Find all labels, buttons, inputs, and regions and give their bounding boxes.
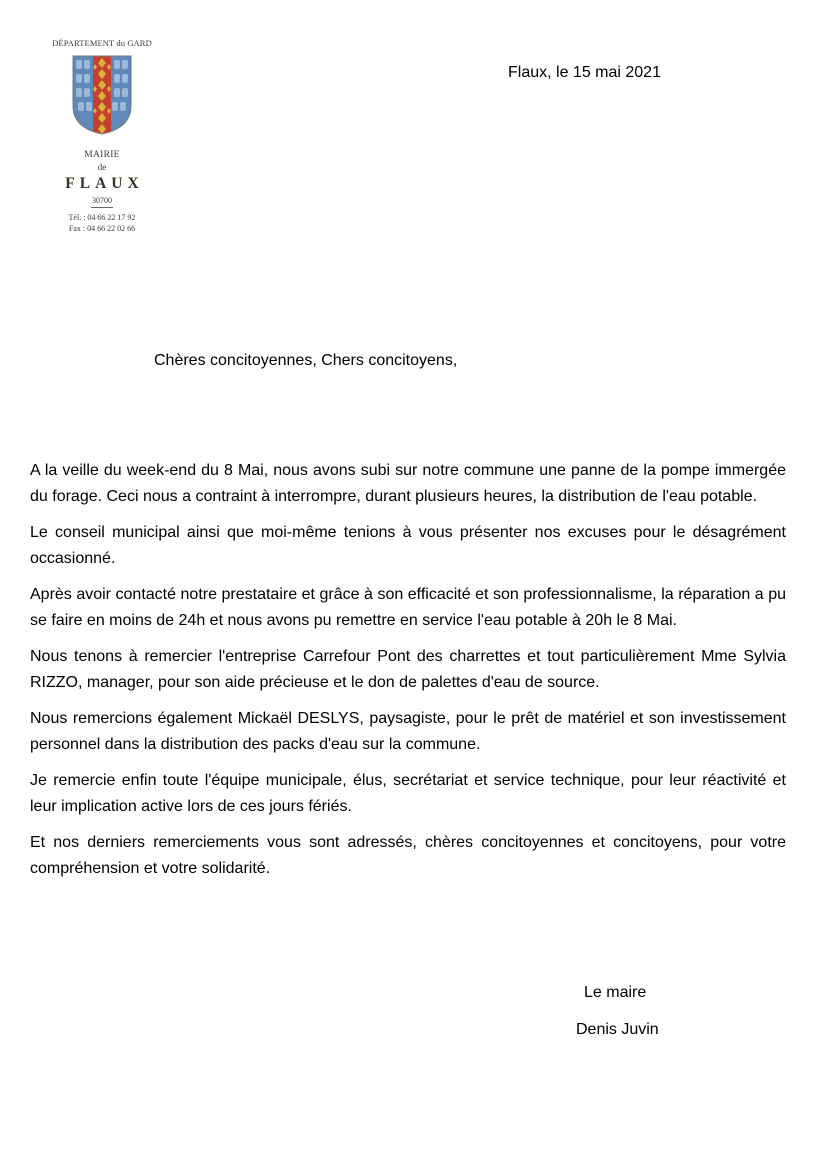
department-label: DÉPARTEMENT du GARD <box>52 38 152 48</box>
de-label: de <box>97 162 107 172</box>
letterhead <box>30 38 174 234</box>
phone-number: Tél. : 04 66 22 17 92 <box>68 213 136 222</box>
paragraph: Nous remercions également Mickaël DESLYS, paysagiste, pour le prêt de matériel et son investissement personnel dans la distribution des packs d'eau sur la commune. <box>30 710 786 753</box>
coat-of-arms-icon <box>71 54 133 136</box>
letter-date: Flaux, le 15 mai 2021 <box>508 64 661 81</box>
town-name: FLAUX <box>65 175 144 192</box>
letter-body <box>30 458 786 892</box>
divider <box>91 207 113 208</box>
paragraph: A la veille du week-end du 8 Mai, nous avons subi sur notre commune une panne de la pompe immergée du forage. Ceci nous a contraint à interrompre, durant plusieurs heures, la distribution de l'eau potable. <box>30 462 786 505</box>
postal-code: 30700 <box>92 196 112 205</box>
paragraph: Je remercie enfin toute l'équipe municipale, élus, secrétariat et service technique, pour leur réactivité et leur implication active lors de ces jours fériés. <box>30 772 786 815</box>
fax-number: Fax : 04 66 22 02 66 <box>68 224 136 233</box>
paragraph: Nous tenons à remercier l'entreprise Carrefour Pont des charrettes et tout particulièrement Mme Sylvia RIZZO, manager, pour son aide précieuse et le don de palettes d'eau de source. <box>30 648 786 691</box>
mairie-label: MAIRIE <box>84 150 120 160</box>
paragraph: Le conseil municipal ainsi que moi-même tenions à vous présenter nos excuses pour le désagrément occasionné. <box>30 524 786 567</box>
paragraph: Et nos derniers remerciements vous sont adressés, chères concitoyennes et concitoyens, pour votre compréhension et votre solidarité. <box>30 834 786 877</box>
signature-title: Le maire <box>584 984 647 1001</box>
signature-name: Denis Juvin <box>576 1021 659 1038</box>
salutation: Chères concitoyennes, Chers concitoyens, <box>154 352 458 369</box>
paragraph: Après avoir contacté notre prestataire et grâce à son efficacité et son professionnalisme, la réparation a pu se faire en moins de 24h et nous avons pu remettre en service l'eau potable à 20h le 8 Mai. <box>30 586 786 629</box>
